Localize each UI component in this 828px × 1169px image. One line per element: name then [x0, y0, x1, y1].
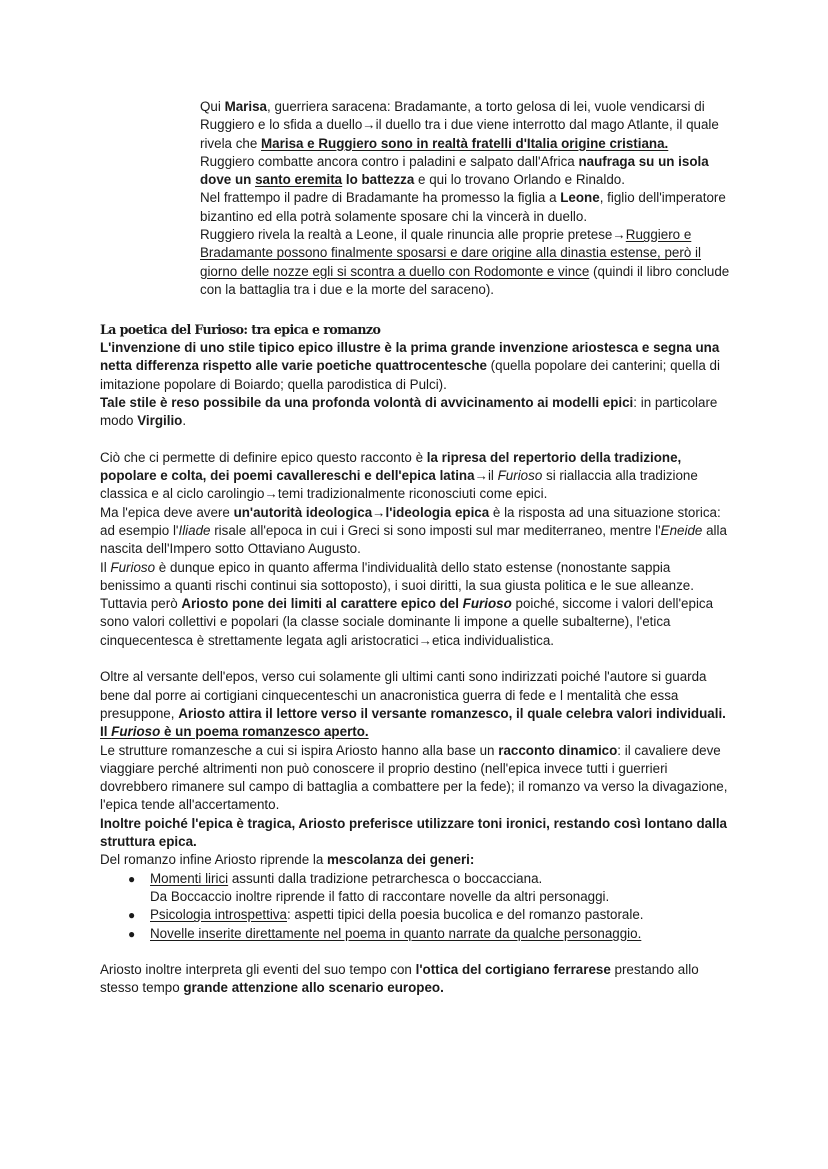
genre-list [100, 870, 730, 943]
paragraph: Le strutture romanzesche a cui si ispira Ariosto hanno alla base un racconto dinamico: il cavaliere deve viaggiare perché altrimenti non può conoscere il proprio destino (nell'epica invece tutti i guerrieri dovrebbero rimanere sul campo di battaglia a combattere per la fede); il romanzo va verso la divagazione, l'epica tende all'accertamento. [100, 742, 728, 813]
closing-paragraph [100, 943, 730, 998]
paragraph-spacer [100, 430, 730, 448]
list-item [128, 925, 730, 943]
paragraph: L'invenzione di uno stile tipico epico illustre è la prima grande invenzione ariostesca e segna una netta differenza rispetto alle varie poetiche quattrocentesche (quella popolare dei canterini; quella di imitazione popolare di Boiardo; quella parodistica di Pulci). [100, 340, 720, 392]
section-paragraphs [100, 339, 730, 870]
list-item-line: Novelle inserite direttamente nel poema in quanto narrate da qualche personaggio. [150, 925, 642, 941]
paragraph-spacer [100, 943, 730, 961]
paragraph: Ariosto inoltre interpreta gli eventi del suo tempo con l'ottica del cortigiano ferrarese prestando allo stesso tempo grande attenzione allo scenario europeo. [100, 962, 699, 996]
main-section [100, 321, 730, 998]
list-item-line: Momenti lirici assunti dalla tradizione petrarchesca o boccacciana. [150, 870, 543, 886]
summary-line: Qui Marisa, guerriera saracena: Bradamante, a torto gelosa di lei, vuole vendicarsi di Ruggiero e lo sfida a duello→il duello tra i due viene interrotto dal mago Atlante, il quale rivela che Marisa e Ruggiero sono in realtà fratelli d'Italia origine cristiana. [200, 99, 719, 151]
summary-line: Ruggiero rivela la realtà a Leone, il quale rinuncia alle proprie pretese→Ruggiero e Bradamante possono finalmente sposarsi e dare origine alla dinastia estense, però il giorno delle nozze egli si scontra a duello con Rodomonte e vince (quindi il libro conclude con la battaglia tra i due e la morte del saraceno). [200, 227, 730, 297]
list-item-line: Da Boccaccio inoltre riprende il fatto di raccontare novelle da altri personaggi. [150, 888, 610, 904]
paragraph: Inoltre poiché l'epica è tragica, Ariosto preferisce utilizzare toni ironici, restando così lontano dalla struttura epica. [100, 815, 727, 850]
section-heading: La poetica del Furioso: tra epica e romanzo [100, 322, 381, 337]
summary-line: Ruggiero combatte ancora contro i paladini e salpato dall'Africa naufraga su un isola dove un santo eremita lo battezza e qui lo trovano Orlando e Rinaldo. [200, 153, 709, 188]
indented-summary-block [200, 98, 730, 299]
bullet-icon: ● [128, 871, 136, 886]
paragraph: Tuttavia però Ariosto pone dei limiti al carattere epico del Furioso poiché, siccome i valori dell'epica sono valori collettivi e popolari (la classe sociale dominante li impone a quelle subalterne), l'etica cinquecentesca è strettamente legata agli aristocratici→etica individualistica. [100, 596, 714, 648]
paragraph: Ma l'epica deve avere un'autorità ideologica→l'ideologia epica è la risposta ad una situazione storica: ad esempio l'Iliade risale all'epoca in cui i Greci si sono imposti sul mar mediterraneo, mentre l'Eneide alla nascita dell'Impero sotto Ottaviano Augusto. [100, 504, 727, 557]
list-item [128, 870, 730, 907]
paragraph-spacer [100, 650, 730, 668]
list-item-line: Psicologia introspettiva: aspetti tipici della poesia bucolica e del romanzo pastorale. [150, 907, 644, 923]
paragraph: Ciò che ci permette di definire epico questo racconto è la ripresa del repertorio della tradizione, popolare e colta, dei poemi cavallereschi e dell'epica latina→il Furioso si riallaccia alla tradizione classica e al ciclo carolingio→temi tradizionalmente riconosciuti come epici. [100, 449, 698, 502]
paragraph: Tale stile è reso possibile da una profonda volontà di avvicinamento ai modelli epici: in particolare modo Virgilio. [100, 394, 718, 429]
paragraph: Il Furioso è dunque epico in quanto afferma l'individualità dello stato estense (nonostante sappia benissimo a quanti rischi continui sia sottoposto), i suoi diritti, la sua giusta politica e le sue alleanze. [100, 559, 694, 593]
bullet-icon: ● [128, 926, 136, 941]
summary-line: Nel frattempo il padre di Bradamante ha promesso la figlia a Leone, figlio dell'imperatore bizantino ed ella potrà solamente sposare chi la vincerà in duello. [200, 190, 726, 224]
paragraph: Oltre al versante dell'epos, verso cui solamente gli ultimi canti sono indirizzati poiché l'autore si guarda bene dal porre ai cortigiani cinquecenteschi un anacronistica guerra di fede e l mentalità che essa presuppone, Ariosto attira il lettore verso il versante romanzesco, il quale celebra valori individuali. [100, 669, 726, 721]
paragraph: Il Furioso è un poema romanzesco aperto. [100, 724, 369, 740]
bullet-icon: ● [128, 908, 136, 923]
list-item [128, 906, 730, 924]
paragraph: Del romanzo infine Ariosto riprende la mescolanza dei generi: [100, 852, 475, 868]
